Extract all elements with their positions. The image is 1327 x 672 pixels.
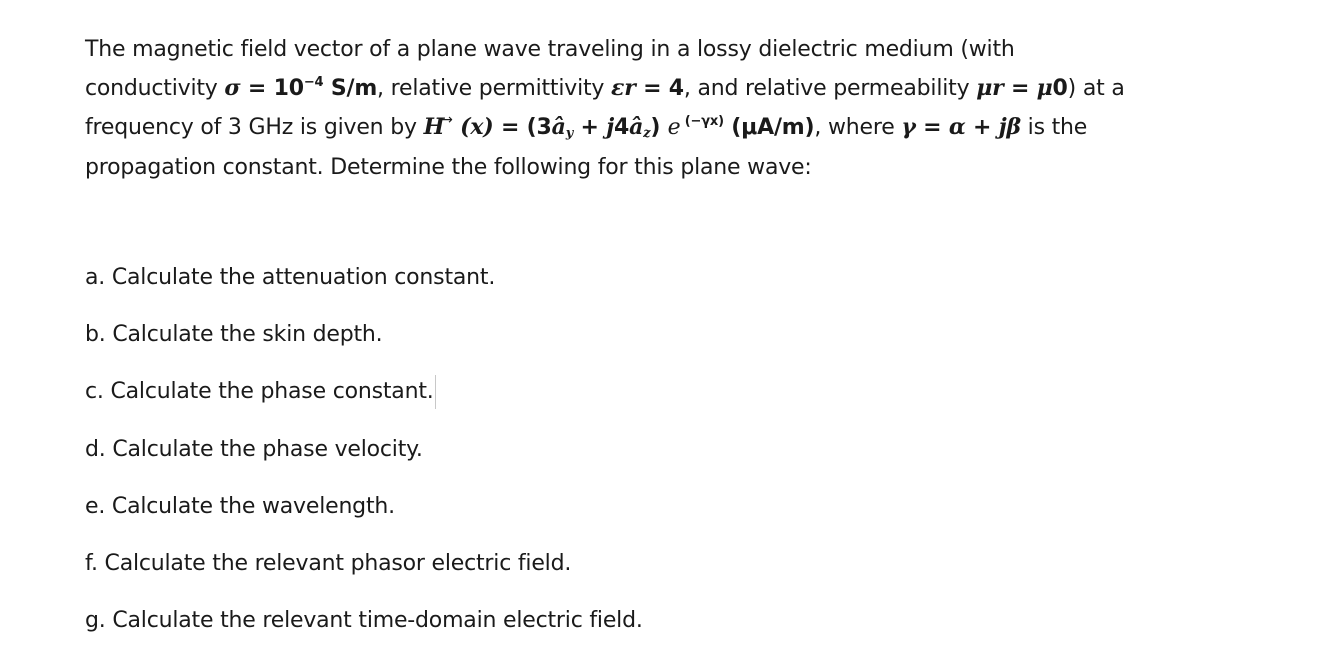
text-mu-zero-sub: 0 bbox=[1052, 76, 1068, 101]
vector-arrow-icon: → bbox=[441, 112, 453, 128]
text-frequency: frequency of 3 GHz is given by bbox=[85, 115, 424, 140]
question-item-d bbox=[85, 432, 643, 489]
problem-statement bbox=[85, 31, 1195, 187]
question-item-c bbox=[85, 374, 643, 431]
symbol-a-hat-z: â bbox=[629, 114, 644, 140]
symbol-e: e bbox=[667, 115, 681, 140]
question-text-c: c. Calculate the phase constant. bbox=[85, 379, 434, 405]
symbol-j: j bbox=[606, 114, 614, 140]
text-eq-3: = (3 bbox=[493, 115, 552, 140]
text-unit-uA-m: (μA/m) bbox=[723, 115, 815, 140]
text-sigma-value: = 10 bbox=[240, 76, 304, 101]
question-text-d: d. Calculate the phase velocity. bbox=[85, 436, 423, 462]
problem-line-1-text: The magnetic field vector of a plane wave traveling in a lossy dielectric medium (with bbox=[85, 37, 1015, 62]
problem-line-4 bbox=[85, 149, 1195, 187]
question-item-f bbox=[85, 546, 643, 603]
exponent-gamma-x: (−γx) bbox=[680, 114, 724, 129]
text-plus: + bbox=[573, 115, 607, 140]
subscript-z: z bbox=[643, 126, 651, 141]
symbol-epsilon-r: εr bbox=[611, 75, 636, 101]
text-relative-permittivity: , relative permittivity bbox=[377, 76, 612, 101]
symbol-mu-0: μ bbox=[1036, 75, 1053, 101]
symbol-gamma: γ bbox=[901, 114, 916, 140]
question-item-a bbox=[85, 260, 643, 317]
question-list bbox=[85, 260, 643, 660]
question-text-e: e. Calculate the wavelength. bbox=[85, 493, 395, 519]
text-eps-value: = 4 bbox=[635, 76, 684, 101]
question-item-b bbox=[85, 317, 643, 374]
text-is-the: is the bbox=[1020, 115, 1088, 140]
question-item-g bbox=[85, 603, 643, 660]
sigma-exponent: −4 bbox=[303, 75, 324, 90]
problem-line-4-text: propagation constant. Determine the following for this plane wave: bbox=[85, 155, 812, 180]
symbol-j-beta: jβ bbox=[998, 114, 1021, 140]
text-conductivity: conductivity bbox=[85, 76, 225, 101]
text-sigma-unit: S/m bbox=[323, 76, 378, 101]
text-at-a: ) at a bbox=[1067, 76, 1125, 101]
problem-line-1 bbox=[85, 31, 1195, 69]
symbol-mu-r: μr bbox=[976, 75, 1004, 101]
text-four: 4 bbox=[613, 115, 630, 140]
symbol-sigma: σ bbox=[224, 75, 241, 101]
question-text-b: b. Calculate the skin depth. bbox=[85, 322, 383, 348]
text-x-arg: (x) bbox=[452, 114, 494, 140]
text-where: , where bbox=[814, 115, 902, 140]
text-cursor bbox=[435, 375, 436, 409]
question-text-a: a. Calculate the attenuation constant. bbox=[85, 265, 496, 290]
text-relative-permeability: , and relative permeability bbox=[683, 76, 977, 101]
subscript-y: y bbox=[565, 126, 574, 141]
text-close-paren: ) bbox=[650, 115, 668, 140]
problem-line-3 bbox=[85, 108, 1195, 149]
text-plus-2: + bbox=[965, 115, 999, 140]
symbol-H: H bbox=[423, 114, 445, 140]
question-text-f: f. Calculate the relevant phasor electric field. bbox=[85, 550, 572, 576]
text-eq: = bbox=[915, 115, 949, 140]
question-text-g: g. Calculate the relevant time-domain electric field. bbox=[85, 608, 643, 634]
question-item-e bbox=[85, 489, 643, 546]
symbol-alpha: α bbox=[948, 114, 966, 140]
text-equals: = bbox=[1003, 76, 1037, 101]
problem-line-2 bbox=[85, 69, 1195, 108]
symbol-a-hat-y: â bbox=[551, 114, 566, 140]
